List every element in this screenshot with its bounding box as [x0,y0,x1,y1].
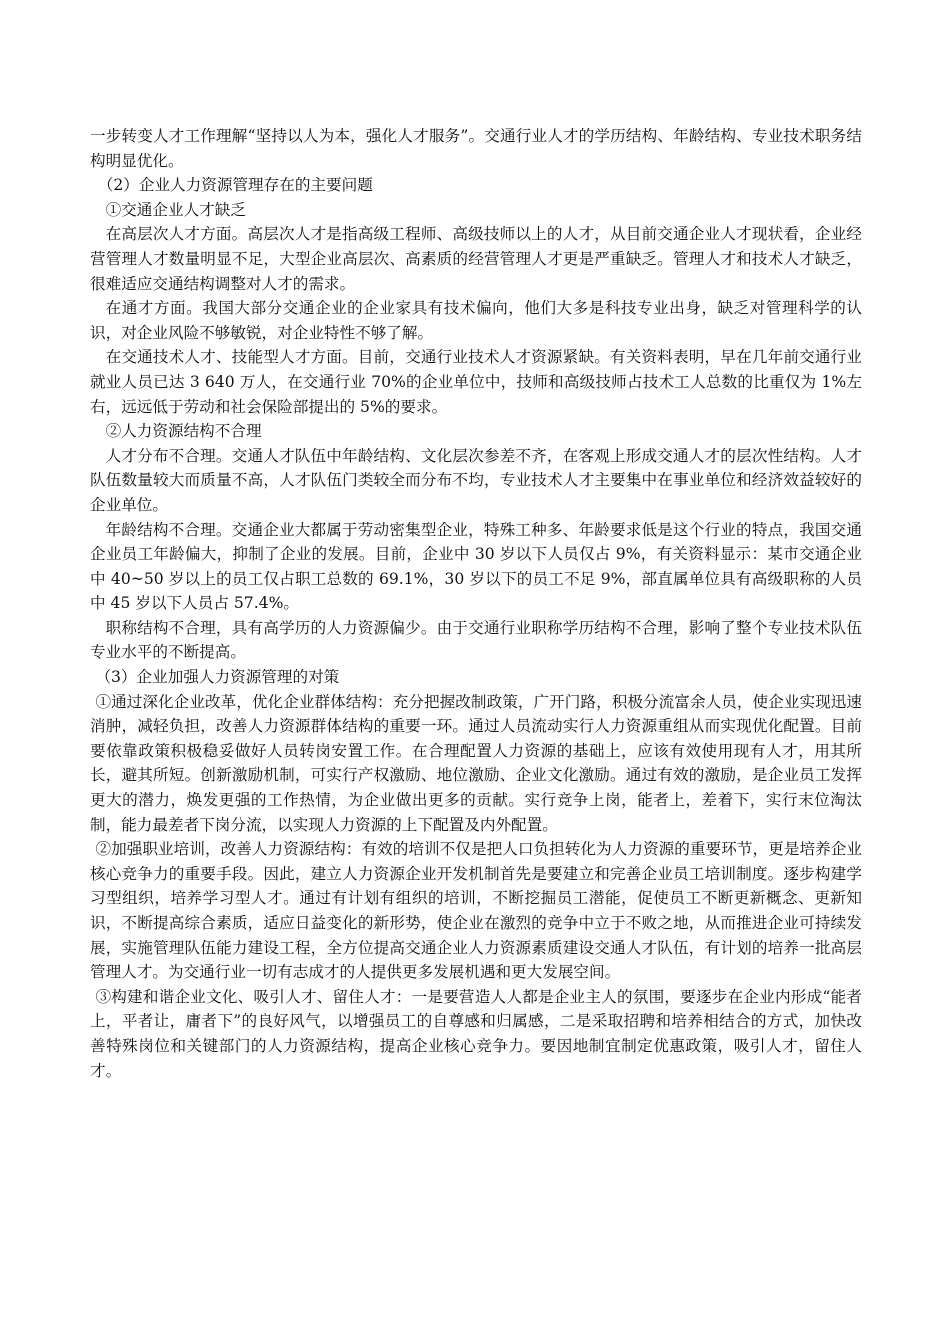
section-heading-countermeasures: （3）企业加强人力资源管理的对策 [95,668,340,687]
paragraph-title-structure: 职称结构不合理，具有高学历的人力资源偏少。由于交通行业职称学历结构不合理，影响了整个专业技术队伍专业水平的不断提高。 [90,618,862,662]
subheading-talent-shortage: ①交通企业人才缺乏 [105,200,246,219]
section-heading-problems: （2）企业人力资源管理存在的主要问题 [97,176,373,195]
paragraph-age-structure: 年龄结构不合理。交通企业大都属于劳动密集型企业，特殊工种多、年龄要求低是这个行业的特点，我国交通企业员工年龄偏大，抑制了企业的发展。目前，企业中 30 岁以下人员仅占 9%，有关资料显示：某市交通企业中 40~50 岁以上的员工仅占职工总数的 69.1%，30 岁以下的员工不足 9%，部直属单位具有高级职称的人员中 45 岁以下人员占 57.4%。 [90,520,862,613]
paragraph-technical-talent: 在交通技术人才、技能型人才方面。目前，交通行业技术人才资源紧缺。有关资料表明，早在几年前交通行业就业人员已达 3 640 万人，在交通行业 70%的企业单位中，技师和高级技师占技术工人总数的比重仅为 1%左右，远远低于劳动和社会保险部提出的 5%的要求。 [90,348,862,416]
paragraph-vocational-training: ②加强职业培训，改善人力资源结构：有效的培训不仅是把人口负担转化为人力资源的重要环节，更是培养企业核心竞争力的重要手段。因此，建立人力资源企业开发机制首先是要建立和完善企业员工培训制度。逐步构建学习型组织，培养学习型人才。通过有计划有组织的培训，不断挖掘员工潜能，促使员工不断更新概念、更新知识，不断提高综合素质，适应日益变化的新形势，使企业在激烈的竞争中立于不败之地，从而推进企业可持续发展，实施管理队伍能力建设工程，全方位提高交通企业人力资源素质建设交通人才队伍，有计划的培养一批高层管理人才。为交通行业一切有志成才的人提供更多发展机遇和更大发展空间。 [90,840,862,982]
document-page [90,124,862,1083]
paragraph-high-level-talent: 在高层次人才方面。高层次人才是指高级工程师、高级技师以上的人才，从目前交通企业人才现状看，企业经营管理人才数量明显不足，大型企业高层次、高素质的经营管理人才更是严重缺乏。管理人才和技术人才缺乏，很难适应交通结构调整对人才的需求。 [90,225,862,293]
subheading-structure-unreasonable: ②人力资源结构不合理 [105,422,262,441]
paragraph-deepen-reform: ①通过深化企业改革，优化企业群体结构：充分把握改制政策，广开门路，积极分流富余人员，使企业实现迅速消肿，减轻负担，改善人力资源群体结构的重要一环。通过人员流动实行人力资源重组从而实现优化配置。目前要依靠政策积极稳妥做好人员转岗安置工作。在合理配置人力资源的基础上，应该有效使用现有人才，用其所长，避其所短。创新激励机制，可实行产权激励、地位激励、企业文化激励。通过有效的激励，是企业员工发挥更大的潜力，焕发更强的工作热情，为企业做出更多的贡献。实行竞争上岗，能者上，差着下，实行末位淘汰制，能力最差者下岗分流，以实现人力资源的上下配置及内外配置。 [90,692,862,834]
paragraph-intro: 一步转变人才工作理解“坚持以人为本，强化人才服务”。交通行业人才的学历结构、年龄结构、专业技术职务结构明显优化。 [90,127,862,170]
paragraph-corporate-culture: ③构建和谐企业文化、吸引人才、留住人才：一是要营造人人都是企业主人的氛围，要逐步在企业内形成“能者上，平者让，庸者下”的良好风气，以增强员工的自尊感和归属感，二是采取招聘和培养相结合的方式，加快改善特殊岗位和关键部门的人力资源结构，提高企业核心竞争力。要因地制宜制定优惠政策，吸引人才，留住人才。 [90,987,862,1080]
paragraph-generalist-talent: 在通才方面。我国大部分交通企业的企业家具有技术偏向，他们大多是科技专业出身，缺乏对管理科学的认识，对企业风险不够敏锐，对企业特性不够了解。 [90,299,862,342]
paragraph-talent-distribution: 人才分布不合理。交通人才队伍中年龄结构、文化层次参差不齐，在客观上形成交通人才的层次性结构。人才队伍数量较大而质量不高，人才队伍门类较全而分布不均，专业技术人才主要集中在事业单位和经济效益较好的企业单位。 [90,446,862,514]
